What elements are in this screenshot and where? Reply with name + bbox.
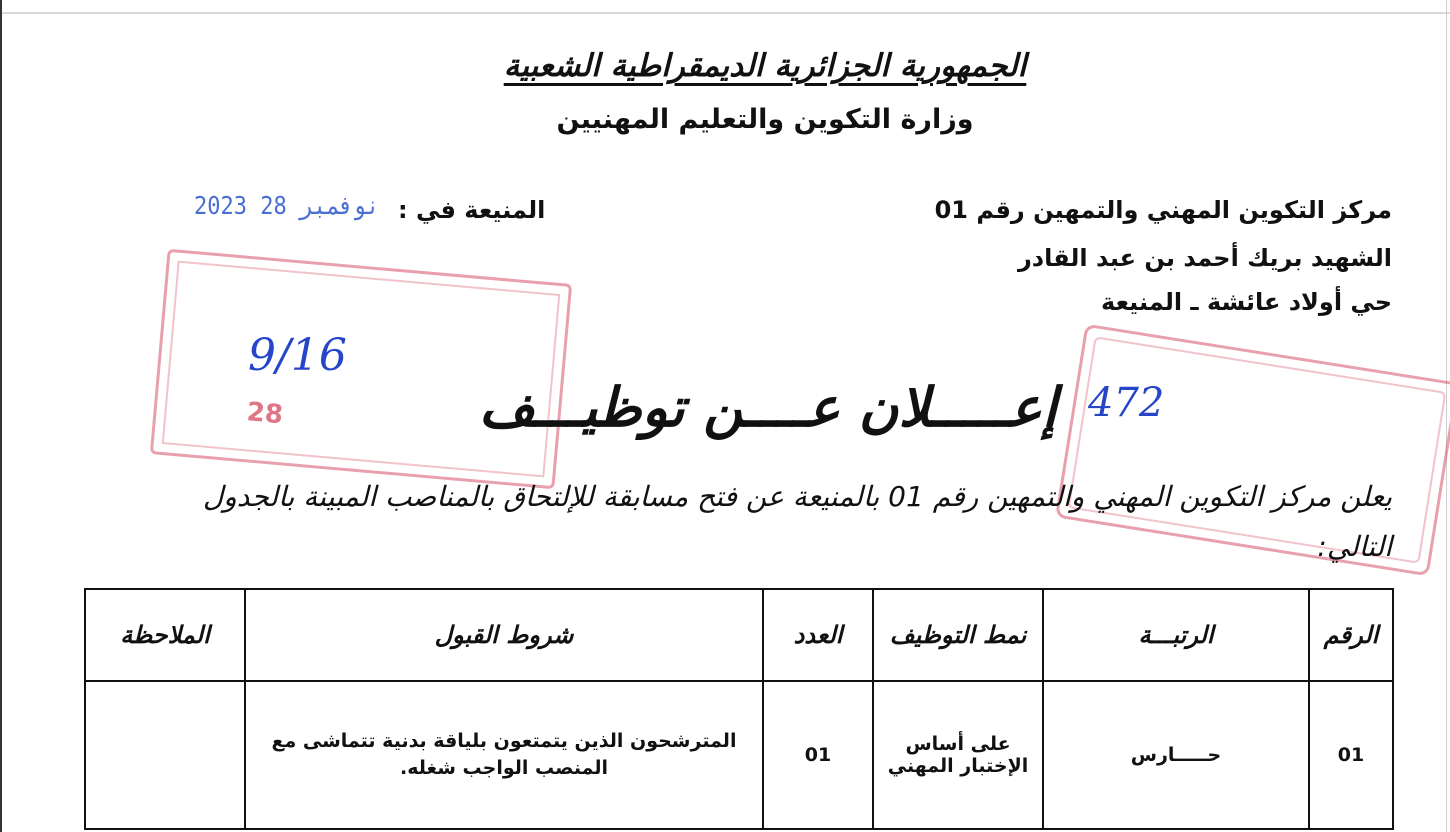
stamp-inner-border (162, 261, 561, 478)
announcement-body: يعلن مركز التكوين المهني والتمهين رقم 01 بالمنيعة عن فتح مسابقة للإلتحاق بالمناصب المبينة بالجدول التالي: (202, 480, 1392, 563)
handwritten-reference-left: 9/16 (248, 330, 347, 381)
center-martyr-name: الشهيد بريك أحمد بن عبد القادر (1017, 244, 1392, 272)
header-notes: الملاحظة (85, 589, 245, 681)
center-address: حي أولاد عائشة ـ المنيعة (1101, 288, 1392, 316)
table-header-row (85, 589, 1393, 681)
handwritten-reference-right: 472 (1088, 380, 1165, 426)
recruitment-table (84, 588, 1394, 830)
ministry-heading: وزارة التكوين والتعليم المهنيين (556, 104, 974, 135)
stamp-date: 28 (245, 397, 285, 431)
center-name: مركز التكوين المهني والتمهين رقم 01 (934, 196, 1392, 224)
table-row (85, 681, 1393, 829)
header-number: الرقم (1309, 589, 1393, 681)
row-number: 01 (1309, 681, 1393, 829)
header-count: العدد (763, 589, 873, 681)
row-recruitment-mode: على أساس الإختبار المهني (873, 681, 1043, 829)
date-stamp: 2023 نوفمبر 28 (194, 192, 380, 221)
dateline-place: المنيعة في : (398, 196, 546, 224)
row-rank: حـــــارس (1043, 681, 1309, 829)
row-count: 01 (763, 681, 873, 829)
row-conditions: المترشحون الذين يتمتعون بلياقة بدنية تتماشى مع المنصب الواجب شغله. (245, 681, 763, 829)
page-left-edge (0, 0, 2, 832)
header-rank: الرتبـــة (1043, 589, 1309, 681)
header-recruitment-mode: نمط التوظيف (873, 589, 1043, 681)
republic-heading: الجمهورية الجزائرية الديمقراطية الشعبية (503, 48, 1027, 84)
row-notes (85, 681, 245, 829)
announcement-title: إعـــــلان عــــن توظيـــف (479, 376, 1057, 439)
page-top-edge (0, 12, 1450, 14)
header-conditions: شروط القبول (245, 589, 763, 681)
incoming-mail-stamp-left (150, 249, 572, 490)
